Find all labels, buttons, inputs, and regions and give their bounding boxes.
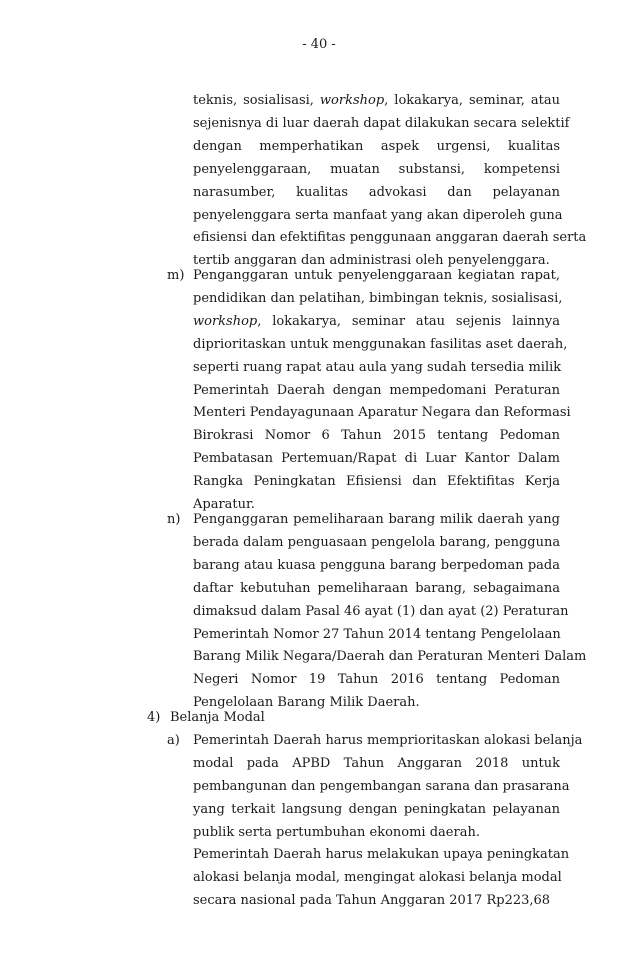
page-number: - 40 - [302, 37, 336, 52]
item-n-line [193, 627, 560, 643]
text-run: efisiensi dan efektifitas penggunaan anggaran daerah serta [193, 230, 587, 246]
item-n-line [193, 649, 587, 665]
text-run: Aparatur. [193, 497, 255, 512]
block1-line [193, 207, 563, 224]
text-run: Pengelolaan Barang Milik Daerah. [193, 695, 420, 711]
item-a-marker: a) [167, 733, 180, 748]
italic-term: workshop [193, 313, 258, 329]
item-m-line [193, 268, 560, 284]
block1-line [193, 230, 587, 246]
section-4-marker: 4) [147, 710, 161, 725]
item-m-line [193, 428, 560, 444]
italic-term: workshop [319, 93, 385, 108]
text-run: Menteri Pendayagunaan Aparatur Negara dan Reformasi [193, 405, 571, 421]
item-m-line [193, 451, 560, 467]
text-run: modal pada APBD Tahun Anggaran 2018 untuk [193, 755, 560, 771]
text-run: Penganggaran pemeliharaan barang milik daerah yang [193, 512, 560, 527]
text-run: alokasi belanja modal, mengingat alokasi belanja modal [193, 869, 562, 885]
item-m-line [193, 360, 560, 376]
text-run: Rangka Peningkatan Efisiensi dan Efektifitas Kerja [193, 474, 560, 490]
block1-line [193, 115, 570, 132]
text-run: Pemerintah Daerah harus melakukan upaya peningkatan [193, 847, 570, 862]
text-run: Barang Milik Negara/Daerah dan Peraturan Menteri Dalam [193, 649, 587, 665]
para-a2-line [193, 847, 570, 863]
item-n-marker: n) [167, 512, 181, 527]
text-run: Pemerintah Nomor 27 Tahun 2014 tentang Pengelolaan [193, 626, 561, 642]
text-run: publik serta pertumbuhan ekonomi daerah. [193, 824, 480, 840]
item-n-line [193, 512, 560, 528]
item-n-line [193, 695, 560, 711]
block1-line [193, 93, 560, 109]
text-run: , lokakarya, seminar atau sejenis lainnya [257, 313, 560, 329]
item-a-line [193, 756, 560, 772]
item-m-marker: m) [167, 268, 185, 283]
section-heading: Belanja Modal [170, 710, 265, 725]
item-m-line [193, 405, 571, 421]
text-run: diprioritaskan untuk menggunakan fasilitas aset daerah, [193, 336, 568, 352]
text-run: narasumber, kualitas advokasi dan pelayanan [193, 184, 560, 200]
item-n-line [193, 581, 560, 597]
item-m-line [193, 474, 560, 490]
text-run: yang terkait langsung dengan peningkatan pelayanan [193, 801, 560, 817]
para-a2-line [193, 893, 560, 909]
text-run: Pemerintah Daerah harus memprioritaskan alokasi belanja [193, 733, 583, 748]
item-m-line [193, 383, 560, 399]
text-run: pendidikan dan pelatihan, bimbingan teknis, sosialisasi, [193, 290, 563, 306]
text-run: pembangunan dan pengembangan sarana dan prasarana [193, 778, 570, 794]
item-n-line [193, 535, 560, 551]
text-run: Negeri Nomor 19 Tahun 2016 tentang Pedoman [193, 672, 560, 688]
text-run: daftar kebutuhan pemeliharaan barang, sebagaimana [193, 580, 560, 596]
block1-line [193, 139, 560, 155]
text-run: secara nasional pada Tahun Anggaran 2017 Rp223,68 [193, 892, 551, 908]
text-run: berada dalam penguasaan pengelola barang, pengguna [193, 534, 561, 550]
text-run: dengan memperhatikan aspek urgensi, kualitas [193, 138, 560, 154]
text-run: seperti ruang rapat atau aula yang sudah tersedia milik [193, 359, 562, 375]
text-run: Pemerintah Daerah dengan mempedomani Peraturan [193, 382, 560, 398]
text-run: dimaksud dalam Pasal 46 ayat (1) dan ayat (2) Peraturan [193, 603, 569, 619]
item-m-line [193, 314, 560, 330]
text-run: Penganggaran untuk penyelenggaraan kegiatan rapat, [193, 268, 560, 283]
text-run: tertib anggaran dan administrasi oleh penyelenggara. [193, 253, 550, 269]
item-n-line [193, 603, 569, 620]
item-a-line [193, 733, 583, 749]
text-run: penyelenggara serta manfaat yang akan diperoleh guna [193, 207, 563, 223]
text-run: penyelenggaraan, muatan substansi, kompetensi [193, 161, 560, 177]
text-run: sejenisnya di luar daerah dapat dilakukan secara selektif [193, 115, 570, 131]
item-n-line [193, 558, 560, 574]
item-m-line [193, 336, 568, 353]
text-run: barang atau kuasa pengguna barang berpedoman pada [193, 557, 560, 573]
block1-line [193, 253, 560, 269]
text-run: Birokrasi Nomor 6 Tahun 2015 tentang Pedoman [193, 428, 560, 444]
item-n-line [193, 672, 560, 688]
text-run: Pembatasan Pertemuan/Rapat di Luar Kantor Dalam [193, 451, 560, 467]
item-a-line [193, 778, 570, 795]
text-run: , lokakarya, seminar, atau [384, 93, 560, 108]
text-run: teknis, sosialisasi, [193, 93, 320, 108]
block1-line [193, 185, 560, 201]
block1-line [193, 162, 560, 178]
item-a-line [193, 802, 560, 818]
item-m-line [193, 290, 563, 307]
para-a2-line [193, 870, 560, 886]
item-m-line [193, 497, 560, 513]
item-a-line [193, 825, 560, 841]
